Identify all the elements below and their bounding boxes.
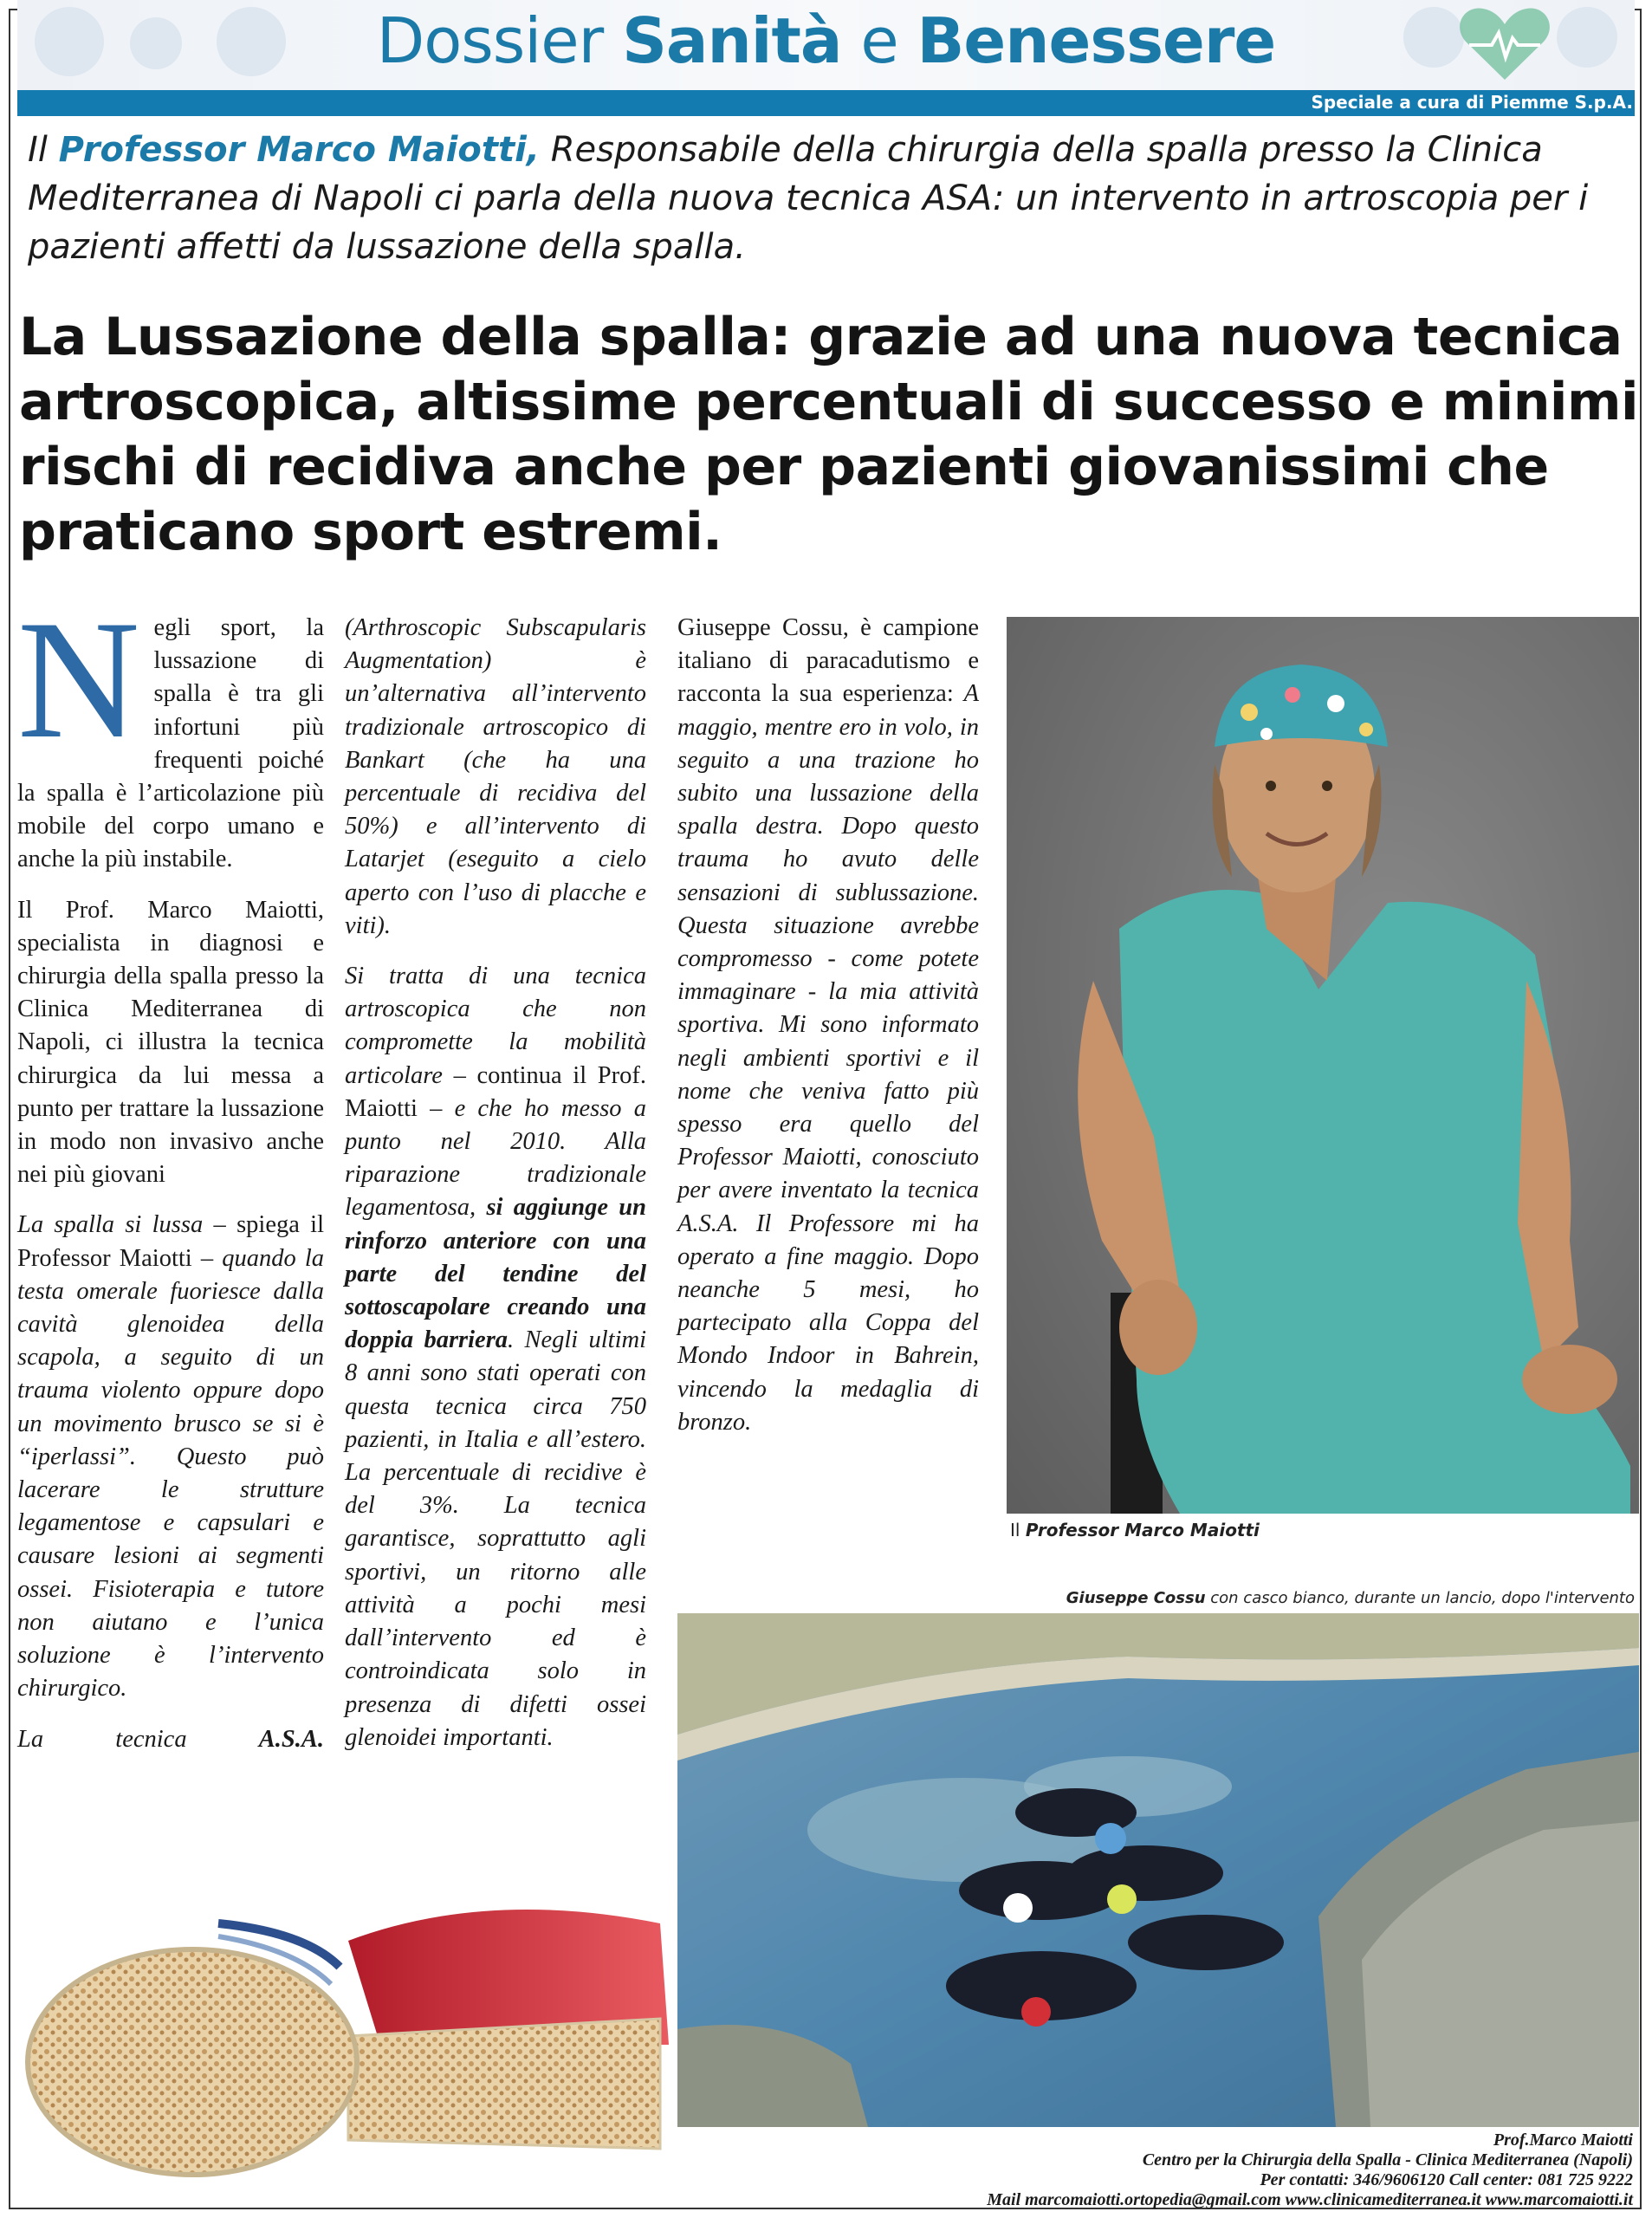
heart-pulse-icon xyxy=(1457,3,1552,85)
masthead xyxy=(17,0,1635,90)
masthead-subtitle: Speciale a cura di Piemme S.p.A. xyxy=(1311,92,1633,113)
article-column-2: (Arthroscopic Subscapularis Augmentation) è un’alternativa all’intervento tradizionale artroscopico di Bankart (che ha una percentuale di recidiva del 50%) e all’intervento di Latarjet (eseguito a cielo aperto con l’uso di placche e viti). Si tratta di una tecnica artroscopica che non compromette la mobilità articolare – continua il Prof. Maiotti – e che ho messo a punto nel 2010. Alla riparazione tradizionale legamentosa, si aggiunge un rinforzo anteriore con una parte del tendine del sottoscapolare creando una doppia barriera. Negli ultimi 8 anni sono stati operati con questa tecnica circa 750 pazienti, in Italia e all’estero. La percentuale di recidive è del 3%. La tecnica garantisce, soprattutto agli sportivi, un ritorno alle attività a pochi mesi dall’intervento ed è controindicata solo in presenza di difetti ossei glenoidei importanti. xyxy=(345,614,646,1751)
professor-photo-caption: Il Professor Marco Maiotti xyxy=(1010,1520,1260,1540)
skydive-photo xyxy=(677,1613,1639,2127)
masthead-title: Dossier Sanità e Benessere xyxy=(376,4,1276,77)
article-column-1: Negli sport, la lussazione di spalla è tra gli infortuni più frequenti poiché la spalla è l’articolazione più mobile del corpo umano e anche la più instabile. Il Prof. Marco Maiotti, specialista in diagnosi e chirurgia della spalla presso la Clinica Mediterranea di Napoli, ci illustra la tecnica chirurgica da lui messa a punto per trattare la lussazione in modo non invasivo anche nei più giovani La spalla si lussa – spiega il Professor Maiotti – quando la testa omerale fuoriesce dalla cavità glenoidea della scapola, a seguito di un trauma violento oppure dopo un movimento brusco se si è “iperlassi”. Questo può lacerare le strutture legamentose e capsulari e causare lesioni ai segmenti ossei. Fisioterapia e tutore non aiutano e l’unica soluzione è l’intervento chirurgico. La tecnica A.S.A. xyxy=(17,586,325,1753)
article-column-3: Giuseppe Cossu, è campione italiano di paracadutismo e racconta la sua esperienza: A maggio, mentre ero in volo, in seguito a una trazione ho subito una lussazione della spalla destra. Dopo questo trauma ho avuto delle sensazioni di sublussazione. Questa situazione avrebbe compromesso - come potete immaginare - la mia attività sportiva. Mi sono informato negli ambienti sportivi e il nome che veniva fatto più spesso era quello del Professor Maiotti, conosciuto per avere inventato la tecnica A.S.A. Il Professore mi ha operato a fine maggio. Dopo neanche 5 mesi, ho partecipato alla Coppa del Mondo Indoor in Bahrein, vincendo la medaglia di bronzo. xyxy=(677,614,979,1436)
dropcap: N xyxy=(17,586,140,774)
contact-footer: Prof.Marco Maiotti Centro per la Chirurgia della Spalla - Clinica Mediterranea (Napoli) Per contatti: 346/9606120 Call center: 081 725 9222 Mail marcomaiotti.ortopedia@gmail.com www.clinicamediterranea.it www.marcomaiotti.it xyxy=(987,2130,1633,2209)
headline: La Lussazione della spalla: grazie ad una nuova tecnica artroscopica, altissime percentuali di successo e minimi rischi di recidiva anche per pazienti giovanissimi che praticano sport estremi. xyxy=(19,307,1639,562)
intro-paragraph: Il Professor Marco Maiotti, Responsabile della chirurgia della spalla presso la Clinica Mediterranea di Napoli ci parla della nuova tecnica ASA: un intervento in artroscopia per i pazienti affetti da lussazione della spalla. xyxy=(28,130,1589,267)
skydive-photo-caption: Giuseppe Cossu con casco bianco, durante un lancio, dopo l'intervento xyxy=(1066,1589,1635,1607)
intro-name: Professor Marco Maiotti, xyxy=(58,130,540,170)
professor-photo xyxy=(1007,617,1639,1514)
